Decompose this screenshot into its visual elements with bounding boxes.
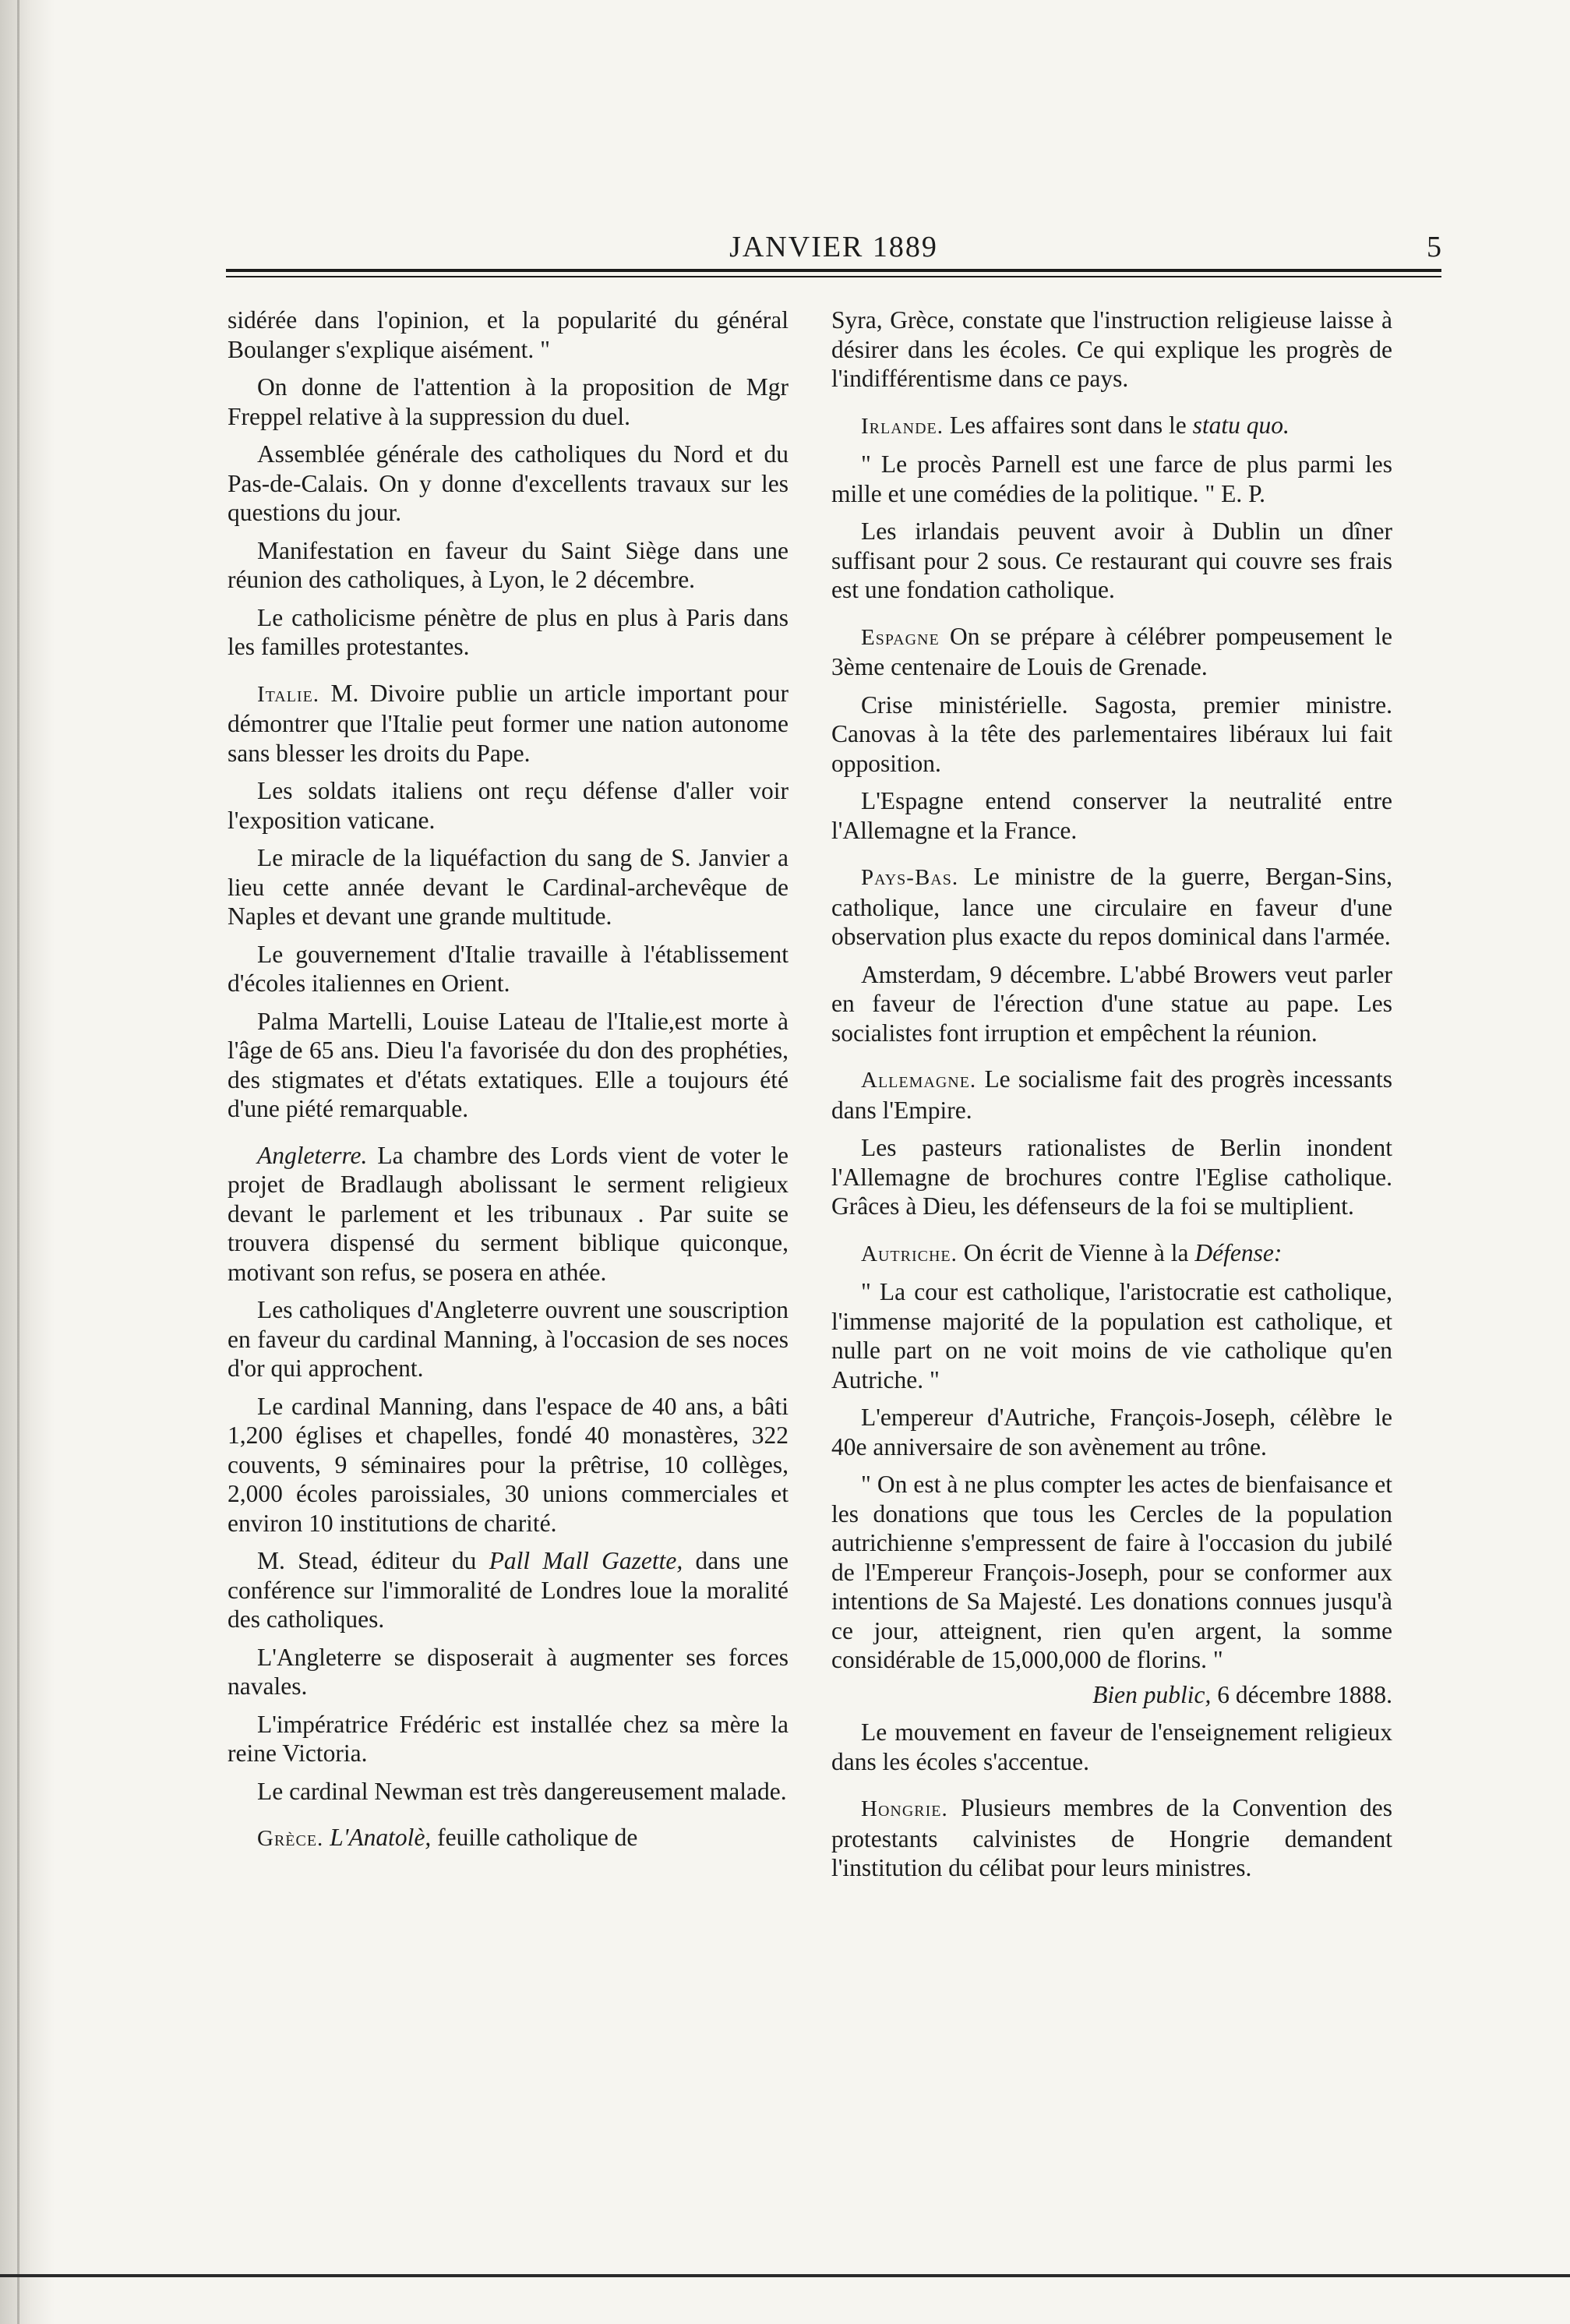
- right-column: [831, 306, 1392, 1891]
- paragraph-text: Le socialisme fait des progrès incessants dans l'Empire.: [831, 1065, 1392, 1124]
- paragraph: Amsterdam, 9 décembre. L'abbé Browers veut parler en faveur de l'érection d'une statue au pape. Les socialistes font irruption et empêchent la réunion.: [831, 960, 1392, 1047]
- section-head-pays-bas: Pays-Bas.: [861, 865, 959, 890]
- section-head-allemagne: Allemagne.: [861, 1068, 977, 1093]
- publication-title: Pall Mall Gazette,: [489, 1547, 683, 1574]
- bottom-scan-edge: [0, 2274, 1570, 2277]
- section-head-autriche: Autriche.: [861, 1241, 958, 1266]
- paragraph: On donne de l'attention à la proposition de Mgr Freppel relative à la suppression du duel.: [228, 373, 789, 430]
- paragraph: L'empereur d'Autriche, François-Joseph, célèbre le 40e anniversaire de son avènement au trône.: [831, 1404, 1392, 1460]
- paragraph: Palma Martelli, Louise Lateau de l'Italie,est morte à l'âge de 65 ans. Dieu l'a favorisée du don des prophéties, des stigmates et d'états extatiques. Elle a toujours été d'une piété remarquable.: [228, 1007, 789, 1122]
- running-head-title: JANVIER 1889: [729, 231, 938, 263]
- section-head-irlande: Irlande.: [861, 413, 944, 439]
- paragraph: [228, 1546, 789, 1634]
- paragraph-irlande: [831, 411, 1392, 442]
- paragraph-hongrie: [831, 1793, 1392, 1883]
- publication-title: Défense:: [1194, 1238, 1282, 1266]
- page-number: 5: [1427, 231, 1441, 263]
- paragraph-text: Les affaires sont dans le: [949, 411, 1187, 439]
- paragraph-text: Le ministre de la guerre, Bergan-Sins, catholique, lance une circulaire en faveur d'une observation plus exacte du repos dominical dans l'armée.: [831, 863, 1393, 950]
- paragraph: L'Angleterre se disposerait à augmenter ses forces navales.: [228, 1643, 789, 1700]
- paragraph: Les irlandais peuvent avoir à Dublin un dîner suffisant pour 2 sous. Ce restaurant qui couvre ses frais est une fondation catholique.: [831, 517, 1392, 603]
- paragraph: Le cardinal Manning, dans l'espace de 40 ans, a bâti 1,200 églises et chapelles, fondé 40 monastères, 322 couvents, 9 séminaires pour la prêtrise, 10 collèges, 2,000 écoles paroissiales, 30 unions commerciales et environ 10 institutions de charité.: [228, 1392, 789, 1537]
- paragraph: " La cour est catholique, l'aristocratie est catholique, l'immense majorité de la population est catholique, et nulle part on ne voit moins de vie catholique qu'en Autriche. ": [831, 1278, 1392, 1393]
- paragraph: Crise ministérielle. Sagosta, premier ministre. Canovas à la tête des parlementaires libéraux lui fait opposition.: [831, 690, 1392, 777]
- paragraph: L'impératrice Frédéric est installée chez sa mère la reine Victoria.: [228, 1710, 789, 1767]
- publication-title: L'Anatolè,: [330, 1824, 432, 1851]
- paragraph-allemagne: [831, 1065, 1392, 1125]
- paragraph: Le catholicisme pénètre de plus en plus à Paris dans les familles protestantes.: [228, 603, 789, 660]
- paragraph-text: Plusieurs membres de la Convention des protestants calvinistes de Hongrie demandent l'institution du célibat pour leurs ministres.: [831, 1794, 1392, 1881]
- paragraph-autriche: [831, 1238, 1392, 1270]
- header-rule-thin: [226, 276, 1441, 277]
- section-head-italie: Italie.: [257, 681, 320, 707]
- paragraph-text: dans une conférence sur l'immoralité de Londres loue la moralité des catholiques.: [228, 1547, 789, 1633]
- paragraph: Les soldats italiens ont reçu défense d'aller voir l'exposition vaticane.: [228, 777, 789, 834]
- paragraph: Manifestation en faveur du Saint Siège dans une réunion des catholiques, à Lyon, le 2 décembre.: [228, 536, 789, 593]
- paragraph: L'Espagne entend conserver la neutralité entre l'Allemagne et la France.: [831, 787, 1392, 844]
- header-rule-thick: [226, 269, 1441, 272]
- paragraph: Le mouvement en faveur de l'enseignement religieux dans les écoles s'accentue.: [831, 1718, 1392, 1775]
- paragraph-angleterre: [228, 1141, 789, 1287]
- section-head-hongrie: Hongrie.: [861, 1796, 948, 1821]
- paragraph-text: On écrit de Vienne à la: [963, 1238, 1189, 1266]
- page-binding-edge: [0, 0, 55, 2324]
- paragraph: " On est à ne plus compter les actes de bienfaisance et les donations que tous les Cercles de la population autrichienne s'empressent de faire à l'occasion du jubilé de l'Empereur François-Joseph, pour se conformer aux intentions de Sa Majesté. Les donations connues jusqu'à ce jour, atteignent, rien qu'en argent, la somme considérable de 15,000,000 de florins. ": [831, 1471, 1392, 1673]
- paragraph: Le gouvernement d'Italie travaille à l'établissement d'écoles italiennes en Orient.: [228, 940, 789, 997]
- paragraph-text: feuille catholique de: [437, 1824, 638, 1851]
- paragraph-espagne: [831, 622, 1392, 682]
- paragraph-text: M. Divoire publie un article important pour démontrer que l'Italie peut former une nation autonome sans blesser les droits du Pape.: [228, 679, 789, 767]
- paragraph: Le miracle de la liquéfaction du sang de S. Janvier a lieu cette année devant le Cardinal-archevêque de Naples et devant une grande multitude.: [228, 844, 789, 930]
- paragraph-pays-bas: [831, 862, 1392, 952]
- publication-title: Bien public,: [1092, 1680, 1212, 1708]
- paragraph: Le cardinal Newman est très dangereusement malade.: [257, 1777, 787, 1805]
- paragraph-text: La chambre des Lords vient de voter le projet de Bradlaugh abolissant le serment religieux devant le parlement et les tribunaux . Par suite se trouvera dispensé du serment biblique quiconque, motivant son refus, se posera en athée.: [228, 1141, 789, 1286]
- source-citation: [831, 1680, 1392, 1710]
- paragraph: " Le procès Parnell est une farce de plus parmi les mille et une comédies de la politique. " E. P.: [831, 450, 1392, 507]
- section-head-angleterre: Angleterre.: [257, 1141, 368, 1169]
- paragraph: sidérée dans l'opinion, et la popularité du général Boulanger s'explique aisément. ": [228, 306, 789, 363]
- citation-date: 6 décembre 1888.: [1217, 1680, 1392, 1708]
- paragraph: Assemblée générale des catholiques du Nord et du Pas-de-Calais. On y donne d'excellents travaux sur les questions du jour.: [228, 440, 789, 526]
- paragraph-grece: [228, 1823, 789, 1854]
- paragraph: Syra, Grèce, constate que l'instruction religieuse laisse à désirer dans les écoles. Ce qui explique les progrès de l'indifférentisme dans ce pays.: [831, 306, 1392, 392]
- section-head-espagne: Espagne: [861, 624, 940, 650]
- section-head-grece: Grèce.: [257, 1826, 324, 1851]
- paragraph-text: M. Stead, éditeur du: [257, 1547, 477, 1574]
- paragraph-text: On se prépare à célébrer pompeusement le 3ème centenaire de Louis de Grenade.: [831, 622, 1392, 680]
- paragraph: Les catholiques d'Angleterre ouvrent une souscription en faveur du cardinal Manning, à l'occasion de ses noces d'or qui approchent.: [228, 1296, 789, 1382]
- paragraph: Les pasteurs rationalistes de Berlin inondent l'Allemagne de brochures contre l'Eglise catholique. Grâces à Dieu, les défenseurs de la foi se multiplient.: [831, 1134, 1392, 1220]
- paragraph-italie: [228, 679, 789, 768]
- italic-phrase: statu quo.: [1192, 411, 1290, 439]
- left-column: [228, 306, 789, 1863]
